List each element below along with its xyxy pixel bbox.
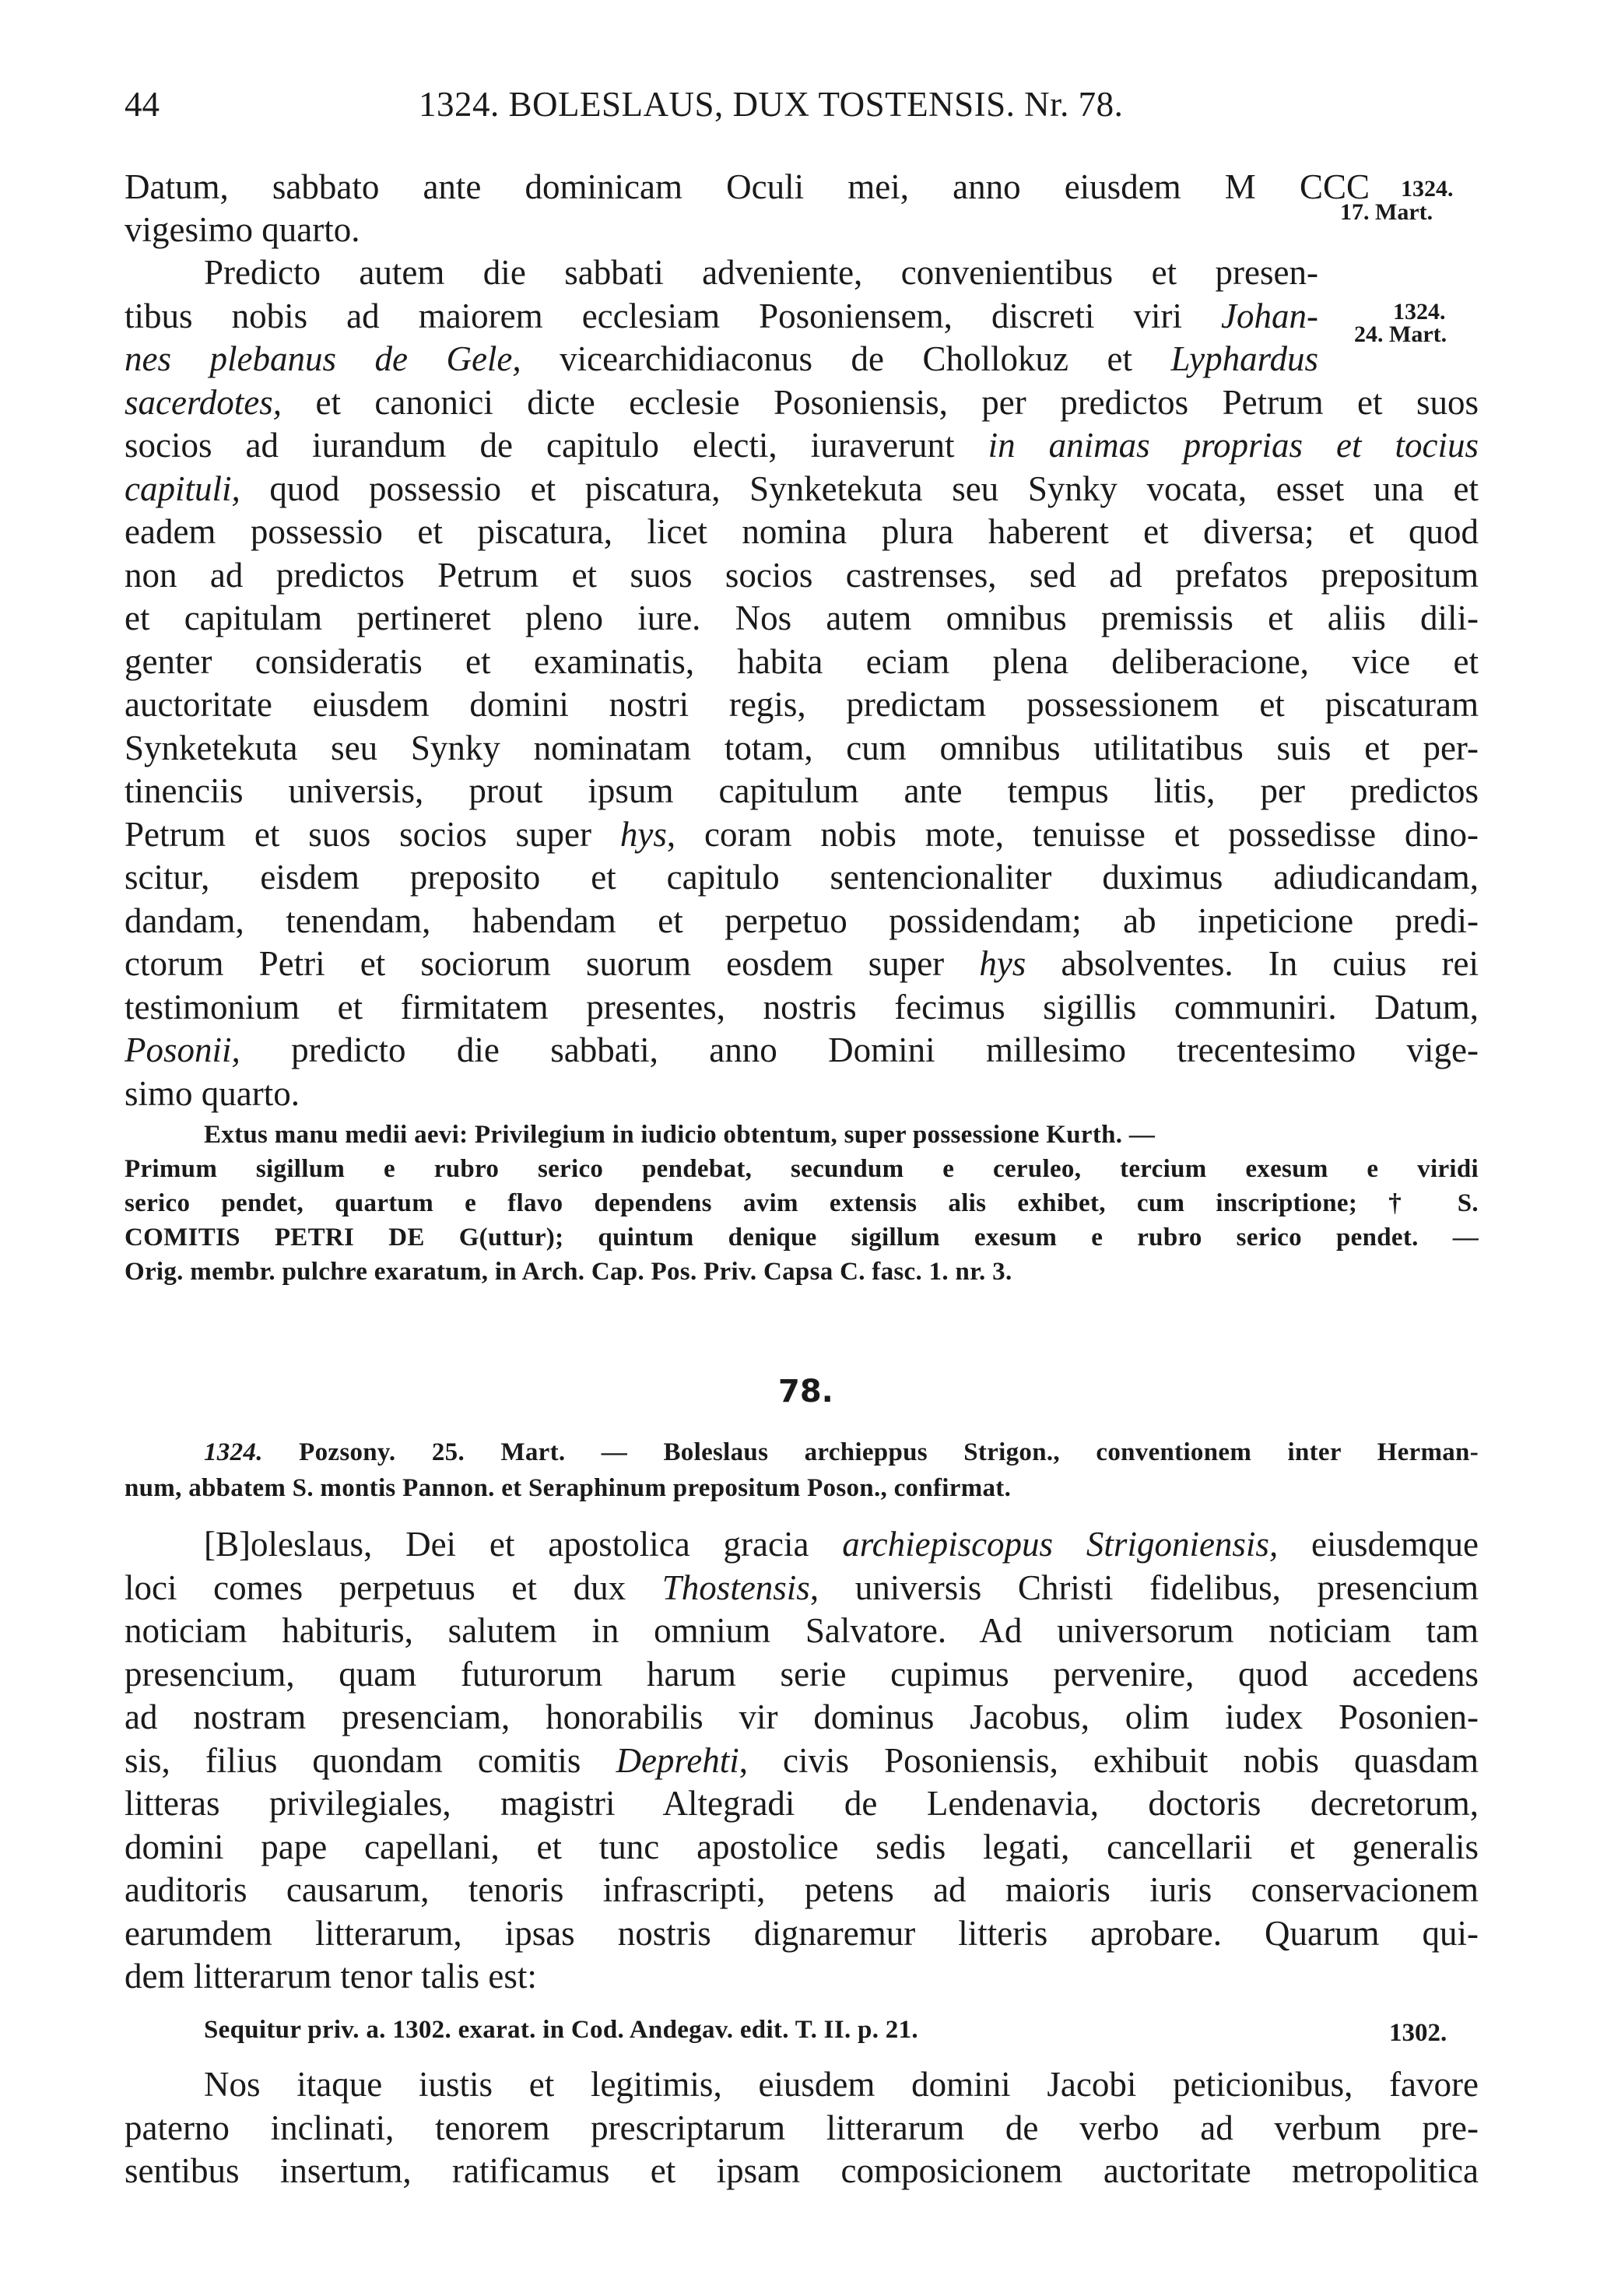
margin-date-2: 24. Mart. <box>1354 321 1447 347</box>
text-line: presencium, quam futurorum harum serie cupimus pervenire, quod accedens <box>125 1655 1479 1694</box>
line-text: predicto die sabbati, anno Domini millesimo trecentesimo vige- <box>240 1030 1479 1069</box>
text-line: genter consideratis et examinatis, habita eciam plena deliberacione, vice et <box>125 642 1479 681</box>
italic-word: hys <box>619 815 667 854</box>
margin-year-1: 1324. <box>1401 176 1454 202</box>
running-title: 1324. BOLESLAUS, DUX TOSTENSIS. Nr. 78. <box>419 85 1124 124</box>
text-line: domini pape capellani, et tunc apostolice sedis legati, cancellarii et generalis <box>125 1827 1479 1866</box>
note-line: Primum sigillum e rubro serico pendebat, secundum e ceruleo, tercium exesum e viridi <box>125 1155 1479 1183</box>
text-line: auditoris causarum, tenoris infrascripti, petens ad maioris iuris conservacionem <box>125 1870 1479 1909</box>
text-line <box>125 946 1479 981</box>
text-line <box>125 469 1479 508</box>
margin-date-1: 17. Mart. <box>1340 199 1433 225</box>
text-line: et capitulam pertineret pleno iure. Nos autem omnibus premissis et aliis dili- <box>125 599 1479 637</box>
text-line: Synketekuta seu Synky nominatam totam, cum omnibus utilitatibus suis et per- <box>125 728 1479 767</box>
text-line: noticiam habituris, salutem in omnium Salvatore. Ad universorum noticiam tam <box>125 1611 1479 1650</box>
line-text: tibus nobis ad maiorem ecclesiam Posoniensem, discreti viri <box>125 297 1222 335</box>
text-line: dandam, tenendam, habendam et perpetuo possidendam; ab inpeticione predi- <box>125 901 1479 940</box>
italic-phrase: in animas proprias et tocius <box>988 426 1479 465</box>
text-line: paterno inclinati, tenorem prescriptarum litterarum de verbo ad verbum pre- <box>125 2108 1479 2147</box>
italic-word: hys <box>979 944 1026 983</box>
line-text: , coram nobis mote, tenuisse et possedisse dino- <box>666 815 1479 854</box>
text-line: ad nostram presenciam, honorabilis vir dominus Jacobus, olim iudex Posonien- <box>125 1697 1479 1736</box>
regest-line <box>204 1440 1479 1466</box>
text-line: scitur, eisdem preposito et capitulo sentencionaliter duximus adiudicandam, <box>125 858 1479 897</box>
line-text: eiusdemque <box>1278 1525 1479 1564</box>
line-text: ctorum Petri et sociorum suorum eosdem super <box>125 944 980 983</box>
name-lyphardus: Lyphardus <box>1170 339 1318 378</box>
text-line: tinenciis universis, prout ipsum capitulum ante tempus litis, per predictos <box>125 771 1479 810</box>
text-line: non ad predictos Petrum et suos socios castrenses, sed ad prefatos prepositum <box>125 556 1479 595</box>
note-line: COMITIS PETRI DE G(uttur); quintum denique sigillum exesum e rubro serico pendet. — <box>125 1223 1479 1252</box>
name-johannes: Johan- <box>1221 297 1318 335</box>
text-line: eadem possessio et piscatura, licet nomina plura haberent et diversa; et quod <box>125 512 1479 551</box>
text-line: dem litterarum tenor talis est: <box>125 1957 537 1996</box>
text-line <box>125 1568 1479 1607</box>
line-text: loci comes perpetuus et dux <box>125 1568 662 1607</box>
text-line: sentibus insertum, ratificamus et ipsam composicionem auctoritate metropolitica <box>125 2151 1479 2190</box>
line-text: quod possessio et piscatura, Synketekuta seu Synky vocata, esset una et <box>240 469 1479 508</box>
text-line: litteras privilegiales, magistri Altegradi de Lendenavia, doctoris decretorum, <box>125 1784 1479 1823</box>
margin-year-2: 1324. <box>1393 299 1446 325</box>
line-text: et canonici dicte ecclesie Posoniensis, per predictos Petrum et suos <box>282 383 1479 422</box>
regest-year: 1324. <box>204 1438 263 1466</box>
document-number: 78. <box>778 1374 833 1410</box>
name-phrase: nes plebanus de Gele, <box>125 339 521 378</box>
margin-year-3: 1302. <box>1389 2019 1447 2047</box>
line-text: vicearchidiaconus de Chollokuz et <box>521 339 1171 378</box>
regest-line: num, abbatem S. montis Pannon. et Seraphinum prepositum Poson., confirmat. <box>125 1474 1012 1502</box>
italic-word: Deprehti <box>616 1741 739 1780</box>
text-line: vigesimo quarto. <box>125 210 360 249</box>
line-text: absolventes. In cuius rei <box>1026 944 1479 983</box>
text-line <box>125 1030 1479 1069</box>
text-line <box>125 167 1370 206</box>
italic-word: sacerdotes, <box>125 383 282 422</box>
line-text: , civis Posoniensis, exhibuit nobis quasdam <box>739 1741 1479 1780</box>
note-line: Extus manu medii aevi: Privilegium in iudicio obtentum, super possessione Kurth. — <box>204 1121 1156 1149</box>
italic-word: Thostensis <box>661 1568 810 1607</box>
line-text: Pozsony. 25. Mart. — Boleslaus archieppus Strigon., conventionem inter Herman- <box>262 1438 1479 1466</box>
line-text: Petrum et suos socios super <box>125 815 620 854</box>
line-text: , universis Christi fidelibus, presencium <box>809 1568 1479 1607</box>
italic-word: capituli, <box>125 469 240 508</box>
text-line: earumdem litterarum, ipsas nostris dignaremur litteris aprobare. Quarum qui- <box>125 1914 1479 1953</box>
place-name: Posonii, <box>125 1030 240 1069</box>
text-line <box>125 817 1479 852</box>
text-line <box>125 428 1479 463</box>
text-line <box>125 339 1318 378</box>
text-line: testimonium et firmitatem presentes, nostris fecimus sigillis communiri. Datum, <box>125 988 1479 1027</box>
line-text: sis, filius quondam comitis <box>125 1741 616 1780</box>
text-line <box>125 1743 1479 1778</box>
text-line: auctoritate eiusdem domini nostri regis, predictam possessionem et piscaturam <box>125 685 1479 724</box>
text-line <box>125 385 1479 420</box>
sequitur-note: Sequitur priv. a. 1302. exarat. in Cod. Andegav. edit. T. II. p. 21. <box>204 2016 918 2044</box>
text-line: Nos itaque iustis et legitimis, eiusdem domini Jacobi peticionibus, favore <box>204 2065 1479 2104</box>
italic-phrase: archiepiscopus Strigoniensis, <box>842 1525 1279 1564</box>
note-line: serico pendet, quartum e flavo dependens avim extensis alis exhibet, cum inscriptione; † S. <box>125 1189 1479 1217</box>
text-line <box>125 299 1318 334</box>
page-number: 44 <box>125 85 160 124</box>
line-text: socios ad iurandum de capitulo electi, iuraverunt <box>125 426 988 465</box>
line-text: [B]oleslaus, Dei et apostolica gracia <box>204 1525 843 1564</box>
text-line: simo quarto. <box>125 1074 300 1113</box>
note-line: Orig. membr. pulchre exaratum, in Arch. Cap. Pos. Priv. Capsa C. fasc. 1. nr. 3. <box>125 1258 1012 1286</box>
text-line <box>204 1527 1479 1562</box>
text-line: Predicto autem die sabbati adveniente, convenientibus et presen- <box>204 253 1318 292</box>
line-text: Datum, sabbato ante dominicam Oculi mei, anno eiusdem M CCC <box>125 167 1370 206</box>
